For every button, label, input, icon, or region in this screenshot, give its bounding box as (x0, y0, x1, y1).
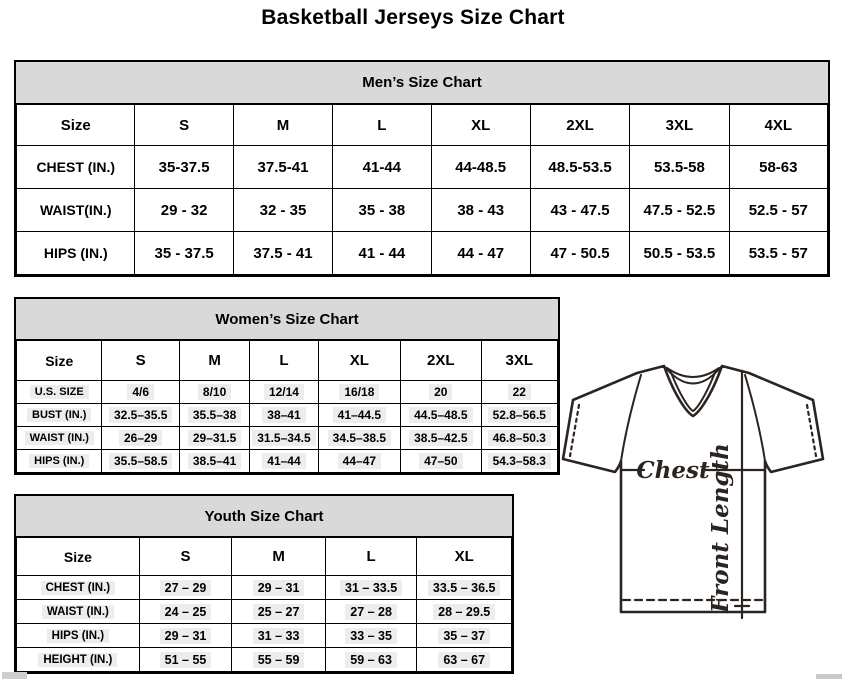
size-cell-text: 16/18 (339, 384, 379, 400)
mens-size-grid (16, 104, 828, 275)
size-cell-text: 58-63 (759, 158, 798, 176)
size-cell (139, 624, 232, 648)
size-cell-text: 43 - 47.5 (550, 201, 610, 219)
size-cell (333, 146, 431, 189)
collar-back-arc-outer (665, 367, 721, 384)
size-cell-text: 33 – 35 (345, 628, 397, 644)
row-label (17, 600, 140, 624)
size-cell (232, 624, 326, 648)
row-label (17, 404, 102, 427)
size-cell (431, 189, 530, 232)
row-label (17, 189, 135, 232)
size-cell-text: 38–41 (262, 407, 305, 423)
table-row (17, 381, 558, 404)
size-cell (325, 576, 417, 600)
row-label-text: WAIST(IN.) (39, 202, 112, 218)
table-row (17, 576, 512, 600)
size-cell-text: 44–47 (338, 453, 381, 469)
size-cell-text: 38.5–41 (188, 453, 241, 469)
chest-label: Chest (636, 457, 710, 484)
size-cell-text: 22 (508, 384, 531, 400)
size-cell-text: 32.5–35.5 (109, 407, 172, 423)
size-cell-text: 32 - 35 (259, 201, 307, 219)
size-cell (102, 427, 179, 450)
table-row (17, 600, 512, 624)
size-cell (325, 600, 417, 624)
size-cell-text: 25 – 27 (253, 604, 305, 620)
size-cell (250, 404, 318, 427)
column-header (417, 538, 512, 576)
size-cell-text: 41-44 (362, 158, 402, 176)
row-label (17, 146, 135, 189)
size-cell-text: 35-37.5 (158, 158, 210, 176)
size-corner-header-text: Size (63, 548, 92, 565)
size-cell (102, 381, 179, 404)
size-cell (630, 232, 729, 275)
size-cell (233, 146, 332, 189)
column-header-text: 2XL (566, 116, 594, 134)
size-cell-text: 54.3–58.3 (488, 453, 551, 469)
table-row (17, 146, 828, 189)
size-cell (139, 576, 232, 600)
size-cell (630, 146, 729, 189)
jersey-outline (563, 366, 823, 612)
size-cell (401, 427, 481, 450)
row-label (17, 648, 140, 672)
page-title: Basketball Jerseys Size Chart (261, 6, 565, 29)
size-cell (232, 600, 326, 624)
size-cell (318, 404, 400, 427)
row-label-text: WAIST (IN.) (42, 605, 114, 619)
size-cell (135, 189, 233, 232)
front-length-label: Front Length (707, 443, 734, 613)
column-header (481, 341, 557, 381)
table-row (17, 232, 828, 275)
size-cell-text: 24 – 25 (160, 604, 212, 620)
size-cell-text: 37.5 - 41 (253, 244, 313, 262)
column-header-text: L (366, 548, 376, 565)
size-cell-text: 29–31.5 (188, 430, 241, 446)
size-cell (325, 648, 417, 672)
youth-size-table (14, 494, 514, 674)
womens-size-table (14, 297, 560, 475)
size-cell-text: 50.5 - 53.5 (643, 244, 716, 262)
size-cell (729, 189, 827, 232)
row-label-text: HIPS (IN.) (43, 245, 108, 261)
row-label-text: BUST (IN.) (27, 408, 91, 422)
size-cell (179, 450, 249, 473)
column-header (250, 341, 318, 381)
size-cell (179, 427, 249, 450)
size-cell (318, 381, 400, 404)
size-cell (102, 450, 179, 473)
size-cell (139, 648, 232, 672)
column-header-text: XL (471, 116, 491, 134)
size-cell (530, 189, 629, 232)
size-cell-text: 38.5–42.5 (409, 430, 472, 446)
table-row (17, 189, 828, 232)
mens-size-table (14, 60, 830, 277)
size-cell-text: 52.8–56.5 (488, 407, 551, 423)
size-cell (325, 624, 417, 648)
size-cell-text: 59 – 63 (345, 652, 397, 668)
row-label-text: WAIST (IN.) (25, 431, 94, 445)
size-cell-text: 47.5 - 52.5 (643, 201, 716, 219)
column-header (233, 105, 332, 146)
table-row (17, 450, 558, 473)
size-cell (318, 427, 400, 450)
size-cell (232, 648, 326, 672)
size-cell-text: 52.5 - 57 (748, 201, 808, 219)
size-cell-text: 44 - 47 (457, 244, 505, 262)
size-cell (233, 232, 332, 275)
size-cell-text: 53.5-58 (653, 158, 705, 176)
row-label-text: CHEST (IN.) (41, 581, 116, 595)
size-cell (481, 427, 557, 450)
youth-size-grid (16, 537, 512, 672)
size-cell (417, 648, 512, 672)
size-cell (401, 381, 481, 404)
size-cell-text: 35.5–58.5 (109, 453, 172, 469)
size-corner-header (17, 105, 135, 146)
table-row (17, 648, 512, 672)
size-cell (179, 404, 249, 427)
row-label (17, 576, 140, 600)
size-cell-text: 35.5–38 (188, 407, 241, 423)
size-cell (417, 624, 512, 648)
size-cell-text: 44-48.5 (455, 158, 507, 176)
size-cell-text: 34.5–38.5 (328, 430, 391, 446)
size-cell-text: 35 – 37 (438, 628, 490, 644)
size-cell (401, 450, 481, 473)
column-header-text: 3XL (665, 116, 694, 134)
size-cell-text: 31 – 33 (253, 628, 305, 644)
column-header-text: M (272, 548, 285, 565)
armhole-seam-left (621, 375, 641, 461)
column-header-text: L (377, 116, 387, 134)
size-cell (417, 600, 512, 624)
row-label (17, 624, 140, 648)
size-cell (481, 381, 557, 404)
armhole-seam-right (745, 375, 765, 461)
row-label (17, 450, 102, 473)
size-cell (401, 404, 481, 427)
row-label-text: CHEST (IN.) (36, 159, 115, 175)
size-cell-text: 46.8–50.3 (488, 430, 551, 446)
size-cell-text: 28 – 29.5 (433, 604, 495, 620)
size-cell-text: 41–44.5 (333, 407, 386, 423)
row-label (17, 427, 102, 450)
size-cell-text: 35 - 37.5 (154, 244, 214, 262)
size-cell-text: 51 – 55 (160, 652, 212, 668)
size-corner-header (17, 341, 102, 381)
column-header (729, 105, 827, 146)
column-header-text: XL (349, 352, 369, 369)
column-header-text: 4XL (764, 116, 793, 134)
size-cell (481, 450, 557, 473)
table-row (17, 624, 512, 648)
row-label (17, 232, 135, 275)
size-cell-text: 27 – 28 (345, 604, 397, 620)
column-header (318, 341, 400, 381)
size-cell (417, 576, 512, 600)
size-cell-text: 53.5 - 57 (748, 244, 808, 262)
row-label-text: HIPS (IN.) (29, 454, 89, 468)
size-cell (481, 404, 557, 427)
column-header (102, 341, 179, 381)
size-cell (250, 427, 318, 450)
size-cell (630, 189, 729, 232)
womens-size-grid (16, 340, 558, 473)
column-header-text: M (208, 352, 221, 369)
size-cell (530, 146, 629, 189)
column-header-text: M (276, 116, 290, 134)
size-cell-text: 44.5–48.5 (409, 407, 472, 423)
column-header-text: 3XL (505, 352, 534, 369)
size-cell-text: 29 – 31 (160, 628, 212, 644)
size-cell (333, 232, 431, 275)
size-cell (431, 146, 530, 189)
size-cell (135, 146, 233, 189)
row-label-text: HEIGHT (IN.) (38, 653, 117, 667)
size-cell-text: 35 - 38 (358, 201, 406, 219)
column-header-text: S (135, 352, 146, 369)
size-cell-text: 31 – 33.5 (340, 580, 402, 596)
column-header-text: S (180, 548, 191, 565)
size-corner-header (17, 538, 140, 576)
size-cell (530, 232, 629, 275)
cropped-ui-fragment-left (2, 672, 27, 679)
size-cell-text: 29 - 32 (160, 201, 208, 219)
size-cell-text: 47–50 (419, 453, 462, 469)
size-cell-text: 55 – 59 (253, 652, 305, 668)
size-cell-text: 47 - 50.5 (550, 244, 610, 262)
column-header-text: XL (454, 548, 474, 565)
size-cell (250, 450, 318, 473)
size-cell-text: 31.5–34.5 (252, 430, 315, 446)
mens-table-band: Men’s Size Chart (16, 62, 828, 104)
column-header (139, 538, 232, 576)
size-cell (250, 381, 318, 404)
size-header-row (17, 538, 512, 576)
size-cell-text: 26–29 (119, 430, 162, 446)
jersey-measurement-diagram (560, 360, 834, 630)
column-header-text: 2XL (427, 352, 455, 369)
size-cell-text: 38 - 43 (457, 201, 505, 219)
youth-table-band: Youth Size Chart (16, 496, 512, 537)
column-header (431, 105, 530, 146)
size-cell (135, 232, 233, 275)
size-corner-header-text: Size (45, 352, 74, 369)
row-label-text: U.S. SIZE (30, 385, 89, 399)
size-cell-text: 41–44 (262, 453, 305, 469)
size-cell (431, 232, 530, 275)
size-cell (318, 450, 400, 473)
size-cell-text: 33.5 – 36.5 (428, 580, 501, 596)
size-cell-text: 37.5-41 (257, 158, 309, 176)
size-header-row (17, 105, 828, 146)
column-header-text: L (279, 352, 289, 369)
womens-table-band: Women’s Size Chart (16, 299, 558, 340)
column-header (325, 538, 417, 576)
size-cell (333, 189, 431, 232)
column-header-text: S (179, 116, 190, 134)
size-cell-text: 20 (429, 384, 452, 400)
size-cell-text: 12/14 (264, 384, 304, 400)
column-header (232, 538, 326, 576)
column-header (135, 105, 233, 146)
size-cell-text: 63 – 67 (438, 652, 490, 668)
size-cell-text: 27 – 29 (160, 580, 212, 596)
table-row (17, 427, 558, 450)
size-cell-text: 4/6 (127, 384, 154, 400)
size-cell (102, 404, 179, 427)
size-corner-header-text: Size (60, 116, 91, 134)
size-cell (232, 576, 326, 600)
column-header (401, 341, 481, 381)
cropped-ui-fragment-right (816, 674, 842, 679)
size-cell (729, 146, 827, 189)
size-cell-text: 48.5-53.5 (548, 158, 612, 176)
front-length-line (735, 371, 749, 618)
column-header (530, 105, 629, 146)
size-cell-text: 8/10 (198, 384, 231, 400)
column-header (179, 341, 249, 381)
size-cell (179, 381, 249, 404)
column-header (333, 105, 431, 146)
column-header (630, 105, 729, 146)
size-cell (139, 600, 232, 624)
row-label-text: HIPS (IN.) (47, 629, 109, 643)
size-cell (729, 232, 827, 275)
size-header-row (17, 341, 558, 381)
table-row (17, 404, 558, 427)
size-cell-text: 29 – 31 (253, 580, 305, 596)
size-cell (233, 189, 332, 232)
size-cell-text: 41 - 44 (358, 244, 406, 262)
row-label (17, 381, 102, 404)
